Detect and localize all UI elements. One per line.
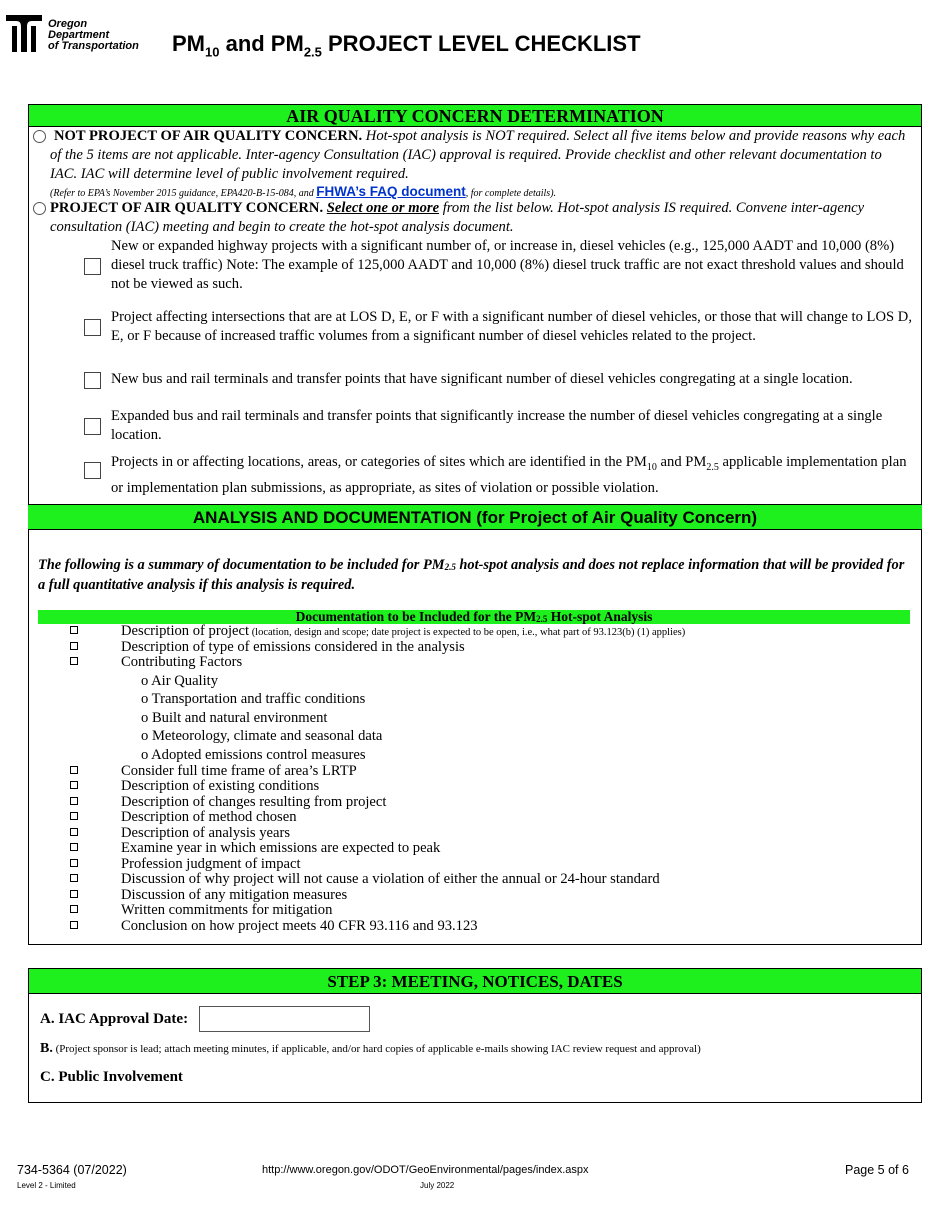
form-number: 734-5364 (07/2022): [17, 1163, 127, 1177]
factor-item: o Built and natural environment: [141, 710, 328, 726]
crit-subscript: 2.5: [706, 461, 719, 473]
criterion-checkbox[interactable]: [84, 319, 101, 336]
radio-concern[interactable]: [33, 202, 46, 215]
radio-not-concern[interactable]: [33, 130, 46, 143]
doc-item-label: Description of changes resulting from project: [121, 794, 387, 810]
footer-url[interactable]: http://www.oregon.gov/ODOT/GeoEnvironmental/pages/index.aspx: [262, 1164, 589, 1176]
iac-approval-date-field[interactable]: [199, 1006, 370, 1032]
crit-part: Projects in or affecting locations, areas, or categories of sites which are identified in the PM: [111, 454, 647, 470]
crit-part: applicable implementation plan or implementation plan submissions, as appropriate, as sites of violation or possible violation.: [111, 454, 907, 496]
b-text: (Project sponsor is lead; attach meeting minutes, if applicable, and/or hard copies of applicable e-mails showing IAC review request and approval): [52, 1043, 701, 1055]
doc-item: [70, 655, 242, 671]
option-not-concern-text: [50, 127, 912, 184]
criterion-text: New bus and rail terminals and transfer points that have significant number of diesel vehicles congregating at a single location.: [111, 371, 853, 387]
org-line-3: of Transportation: [48, 40, 139, 52]
step3-b-line: [40, 1041, 701, 1057]
factor-item: o Meteorology, climate and seasonal data: [141, 728, 383, 744]
iac-approval-label: A. IAC Approval Date:: [40, 1011, 189, 1027]
doc-item-label: Description of analysis years: [121, 825, 290, 841]
title-part: and PM: [219, 31, 304, 56]
doc-item-label: Contributing Factors: [121, 654, 243, 670]
option-emphasis: Select one or more: [326, 200, 440, 216]
doc-item-label: Description of method chosen: [121, 809, 297, 825]
criterion-checkbox[interactable]: [84, 418, 101, 435]
doc-item: [70, 919, 478, 935]
page-number: Page 5 of 6: [845, 1163, 909, 1177]
doc-checkbox[interactable]: [70, 921, 78, 929]
aq-determination-heading: AIR QUALITY CONCERN DETERMINATION: [28, 104, 922, 127]
doc-item-label: Conclusion on how project meets 40 CFR 93.116 and 93.123: [121, 918, 478, 934]
doc-checkbox[interactable]: [70, 781, 78, 789]
doc-checkbox[interactable]: [70, 626, 78, 634]
doc-item-label: Profession judgment of impact: [121, 856, 301, 872]
option-label: NOT PROJECT OF AIR QUALITY CONCERN.: [54, 128, 363, 144]
doc-item: [70, 903, 332, 919]
factor-item: o Air Quality: [141, 673, 219, 689]
doc-item-label: Description of project: [121, 623, 250, 639]
criterion-checkbox[interactable]: [84, 462, 101, 479]
doc-head-part: Documentation to be Included for the PM: [295, 609, 537, 624]
criterion-text: Project affecting intersections that are at LOS D, E, or F with a significant number of diesel vehicles, or those that will change to LOS D, E, or F because of increased traffic volumes from a significant number of diesel vehicles related to the project.: [111, 309, 912, 344]
doc-item: [70, 841, 440, 857]
doc-checkbox[interactable]: [70, 812, 78, 820]
criterion-text: New or expanded highway projects with a significant number of, or increase in, diesel vehicles (e.g., 125,000 AADT and 10,000 (8%) diesel truck traffic) Note: The example of 125,000 AADT and 10,000 (8%) diesel truck traffic are not exact threshold values and should not be viewed as such.: [111, 238, 904, 292]
doc-checkbox[interactable]: [70, 859, 78, 867]
intro-subscript: 2.5: [444, 562, 456, 572]
doc-checkbox[interactable]: [70, 797, 78, 805]
factor-item: o Transportation and traffic conditions: [141, 691, 366, 707]
doc-head-subscript: 2.5: [536, 614, 548, 624]
option-description: from the list below. Hot-spot analysis IS required. Convene inter-agency consultation (IAC) meeting and begin to create the hot-spot analysis document.: [50, 200, 865, 235]
analysis-intro: [38, 556, 913, 595]
criterion-text: [111, 452, 916, 498]
doc-item-label: Examine year in which emissions are expected to peak: [121, 840, 441, 856]
b-label: B.: [40, 1041, 53, 1056]
criterion-checkbox[interactable]: [84, 258, 101, 275]
doc-item: [70, 810, 297, 826]
crit-part: and PM: [656, 454, 707, 470]
doc-item: [70, 779, 319, 795]
doc-item-note: (location, design and scope; date project is expected to be open, i.e., what part of 93.123(b) (1) applies): [249, 627, 686, 638]
public-involvement-label: C. Public Involvement: [40, 1069, 183, 1085]
option-concern-text: [50, 199, 912, 237]
odot-logo-icon: [4, 12, 44, 54]
option-label: PROJECT OF AIR QUALITY CONCERN.: [50, 200, 324, 216]
doc-item-label: Discussion of any mitigation measures: [121, 887, 348, 903]
step3-heading: STEP 3: MEETING, NOTICES, DATES: [28, 968, 922, 994]
doc-item-label: Description of type of emissions considered in the analysis: [121, 639, 465, 655]
doc-head-part: Hot-spot Analysis: [547, 609, 653, 624]
criterion-text: Expanded bus and rail terminals and transfer points that significantly increase the number of diesel vehicles congregating at a single location.: [111, 408, 883, 443]
doc-checkbox[interactable]: [70, 828, 78, 836]
doc-item-label: Consider full time frame of area’s LRTP: [121, 763, 357, 779]
factor-item: o Adopted emissions control measures: [141, 747, 366, 763]
crit-subscript: 10: [646, 461, 657, 473]
page-title: [172, 31, 641, 59]
criterion-checkbox[interactable]: [84, 372, 101, 389]
footer-date: July 2022: [420, 1181, 455, 1190]
intro-part: The following is a summary of documentation to be included for PM: [38, 557, 445, 573]
doc-checkbox[interactable]: [70, 874, 78, 882]
doc-checkbox[interactable]: [70, 766, 78, 774]
org-name: [48, 19, 139, 52]
intro-part: hot-spot analysis and does not replace information that will be provided for a full quantitative analysis if this analysis is required.: [38, 557, 905, 593]
documentation-table-heading: [38, 610, 910, 624]
title-subscript: 2.5: [303, 44, 322, 60]
title-subscript: 10: [205, 44, 220, 60]
title-part: PM: [172, 31, 205, 56]
doc-checkbox[interactable]: [70, 657, 78, 665]
note-text: (Refer to EPA’s November 2015 guidance, EPA420-B-15-084, and: [50, 188, 317, 199]
doc-item: [70, 872, 660, 888]
doc-checkbox[interactable]: [70, 843, 78, 851]
title-part: PROJECT LEVEL CHECKLIST: [321, 31, 641, 56]
doc-item-label: Discussion of why project will not cause a violation of either the annual or 24-hour standard: [121, 871, 660, 887]
org-line-2: Department: [48, 29, 110, 41]
org-line-1: Oregon: [48, 18, 88, 30]
doc-checkbox[interactable]: [70, 905, 78, 913]
doc-item-label: Written commitments for mitigation: [121, 902, 333, 918]
doc-checkbox[interactable]: [70, 890, 78, 898]
doc-item-label: Description of existing conditions: [121, 778, 320, 794]
note-text: , for complete details).: [465, 188, 557, 199]
option-description: Hot-spot analysis is NOT required. Select all five items below and provide reasons why each of the 5 items are not applicable. Inter-agency Consultation (IAC) approval is required. Provide checklist and other relevant documentation to IAC. IAC will determine level of public involvement required.: [50, 128, 906, 182]
analysis-heading: ANALYSIS AND DOCUMENTATION (for Project of Air Quality Concern): [28, 504, 922, 530]
doc-checkbox[interactable]: [70, 642, 78, 650]
access-level: Level 2 - Limited: [17, 1181, 76, 1190]
fhwa-faq-link[interactable]: FHWA’s FAQ document: [316, 184, 466, 199]
